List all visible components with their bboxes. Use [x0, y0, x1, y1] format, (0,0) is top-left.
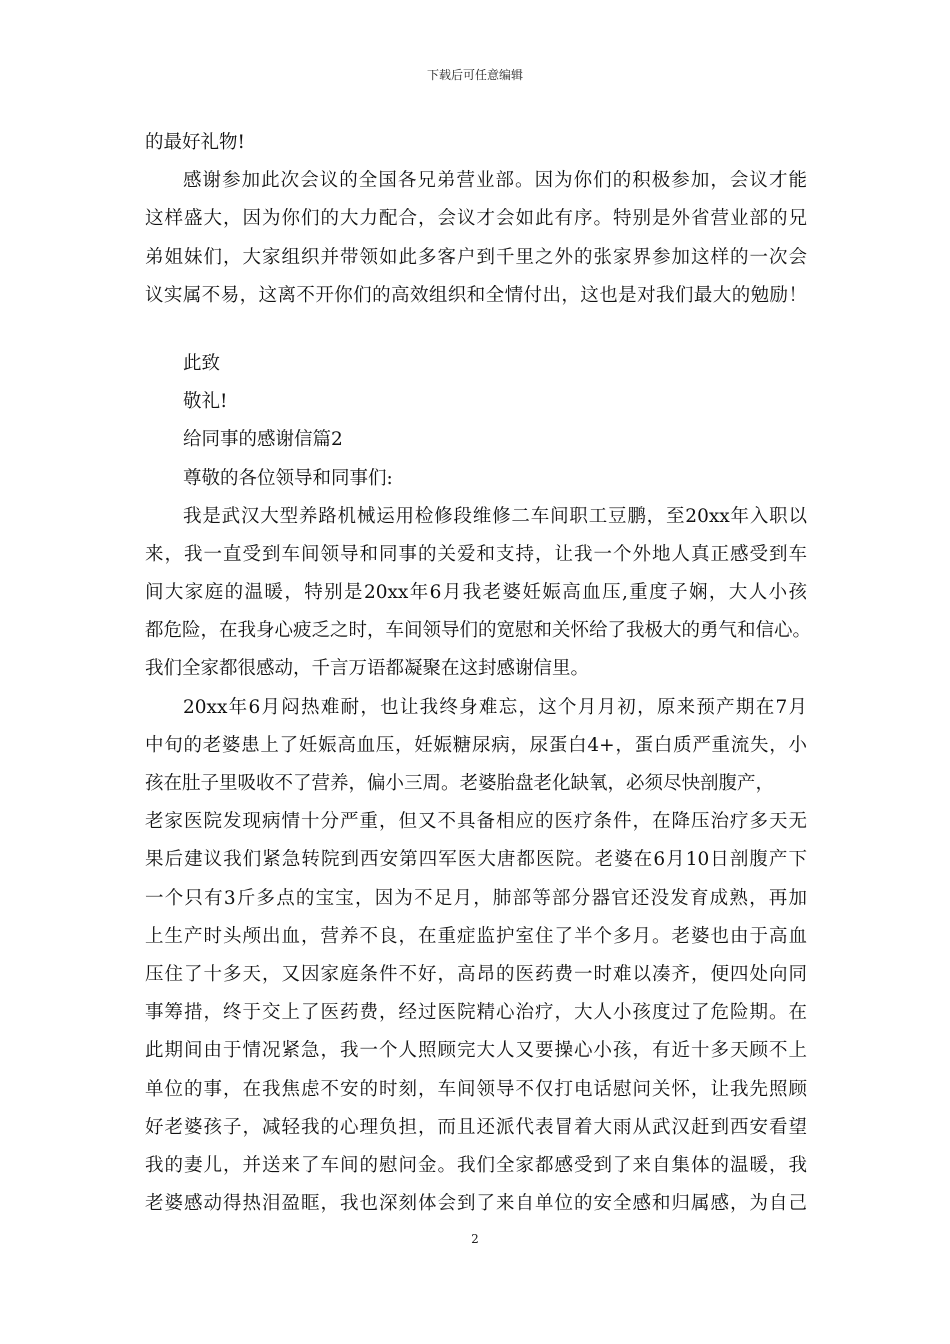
paragraph: [145, 124, 807, 162]
text-line: 压住了十多天，又因家庭条件不好，高昂的医药费一时难以凑齐，便四处向同: [145, 963, 807, 985]
text-line: 这样盛大，因为你们的大力配合，会议才会如此有序。特别是外省营业部的兄: [145, 208, 807, 230]
salutation: 尊敬的各位领导和同事们:: [183, 467, 393, 489]
paragraph-spacer: [145, 315, 807, 345]
closing-line: 此致: [183, 352, 221, 374]
section-title: 给同事的感谢信篇2: [183, 429, 343, 451]
paragraph: [145, 162, 807, 315]
paragraph: [145, 383, 807, 421]
text-line: 孩在肚子里吸收不了营养，偏小三周。老婆胎盘老化缺氧，必须尽快剖腹产，: [145, 773, 775, 794]
text-line: 都危险，在我身心疲乏之时，车间领导们的宽慰和关怀给了我极大的勇气和信心。: [145, 620, 812, 642]
text-line: 果后建议我们紧急转院到西安第四军医大唐都医院。老婆在6月10日剖腹产下: [145, 849, 807, 871]
text-line: 来，我一直受到车间领导和同事的关爱和支持，让我一个外地人真正感受到车: [145, 543, 807, 565]
text-line: 事筹措，终于交上了医药费，经过医院精心治疗，大人小孩度过了危险期。在: [145, 1002, 807, 1024]
text-line: 议实属不易，这离不开你们的高效组织和全情付出，这也是对我们最大的勉励！: [145, 284, 807, 306]
text-line: 中旬的老婆患上了妊娠高血压，妊娠糖尿病，尿蛋白4+，蛋白质严重流失，小: [145, 734, 807, 756]
page-header: 下载后可任意编辑: [426, 68, 523, 82]
text-line: 间大家庭的温暖，特别是20xx年6月我老婆妊娠高血压,重度子娴，大人小孩: [145, 582, 807, 604]
text-line: 我们全家都很感动，千言万语都凝聚在这封感谢信里。: [145, 658, 590, 680]
text-line: 感谢参加此次会议的全国各兄弟营业部。因为你们的积极参加，会议才能: [183, 170, 807, 192]
paragraph: [145, 689, 807, 1224]
document-body: [145, 124, 812, 1223]
text-line: 弟姐妹们，大家组织并带领如此多客户到千里之外的张家界参加这样的一次会: [145, 246, 807, 268]
text-line: 此期间由于情况紧急，我一个人照顾完大人又要操心小孩，有近十多天顾不上: [145, 1040, 807, 1062]
closing-line: 敬礼!: [183, 391, 228, 413]
text-line: 上生产时头颅出血，营养不良，在重症监护室住了半个多月。老婆也由于高血: [145, 925, 807, 947]
text-line: 老家医院发现病情十分严重，但又不具备相应的医疗条件，在降压治疗多天无: [145, 811, 807, 833]
paragraph: [145, 460, 807, 498]
text-line: 老婆感动得热泪盈眶，我也深刻体会到了来自单位的安全感和归属感，为自己: [145, 1193, 807, 1215]
page-number: 2: [471, 1232, 479, 1246]
paragraph: [145, 498, 812, 689]
text-line: 的最好礼物!: [145, 132, 245, 153]
text-line: 一个只有3斤多点的宝宝，因为不足月，肺部等部分器官还没发育成熟，再加: [145, 887, 807, 909]
text-line: 好老婆孩子，减轻我的心理负担，而且还派代表冒着大雨从武汉赶到西安看望: [145, 1116, 807, 1138]
text-line: 我是武汉大型养路机械运用检修段维修二车间职工豆鹏，至20xx年入职以: [183, 505, 807, 527]
text-line: 单位的事，在我焦虑不安的时刻，车间领导不仅打电话慰问关怀，让我先照顾: [145, 1078, 807, 1100]
paragraph: [145, 345, 807, 383]
text-line: 我的妻儿，并送来了车间的慰问金。我们全家都感受到了来自集体的温暖，我: [145, 1154, 807, 1176]
paragraph: [145, 421, 807, 459]
text-line: 20xx年6月闷热难耐，也让我终身难忘，这个月月初，原来预产期在7月: [183, 696, 807, 718]
